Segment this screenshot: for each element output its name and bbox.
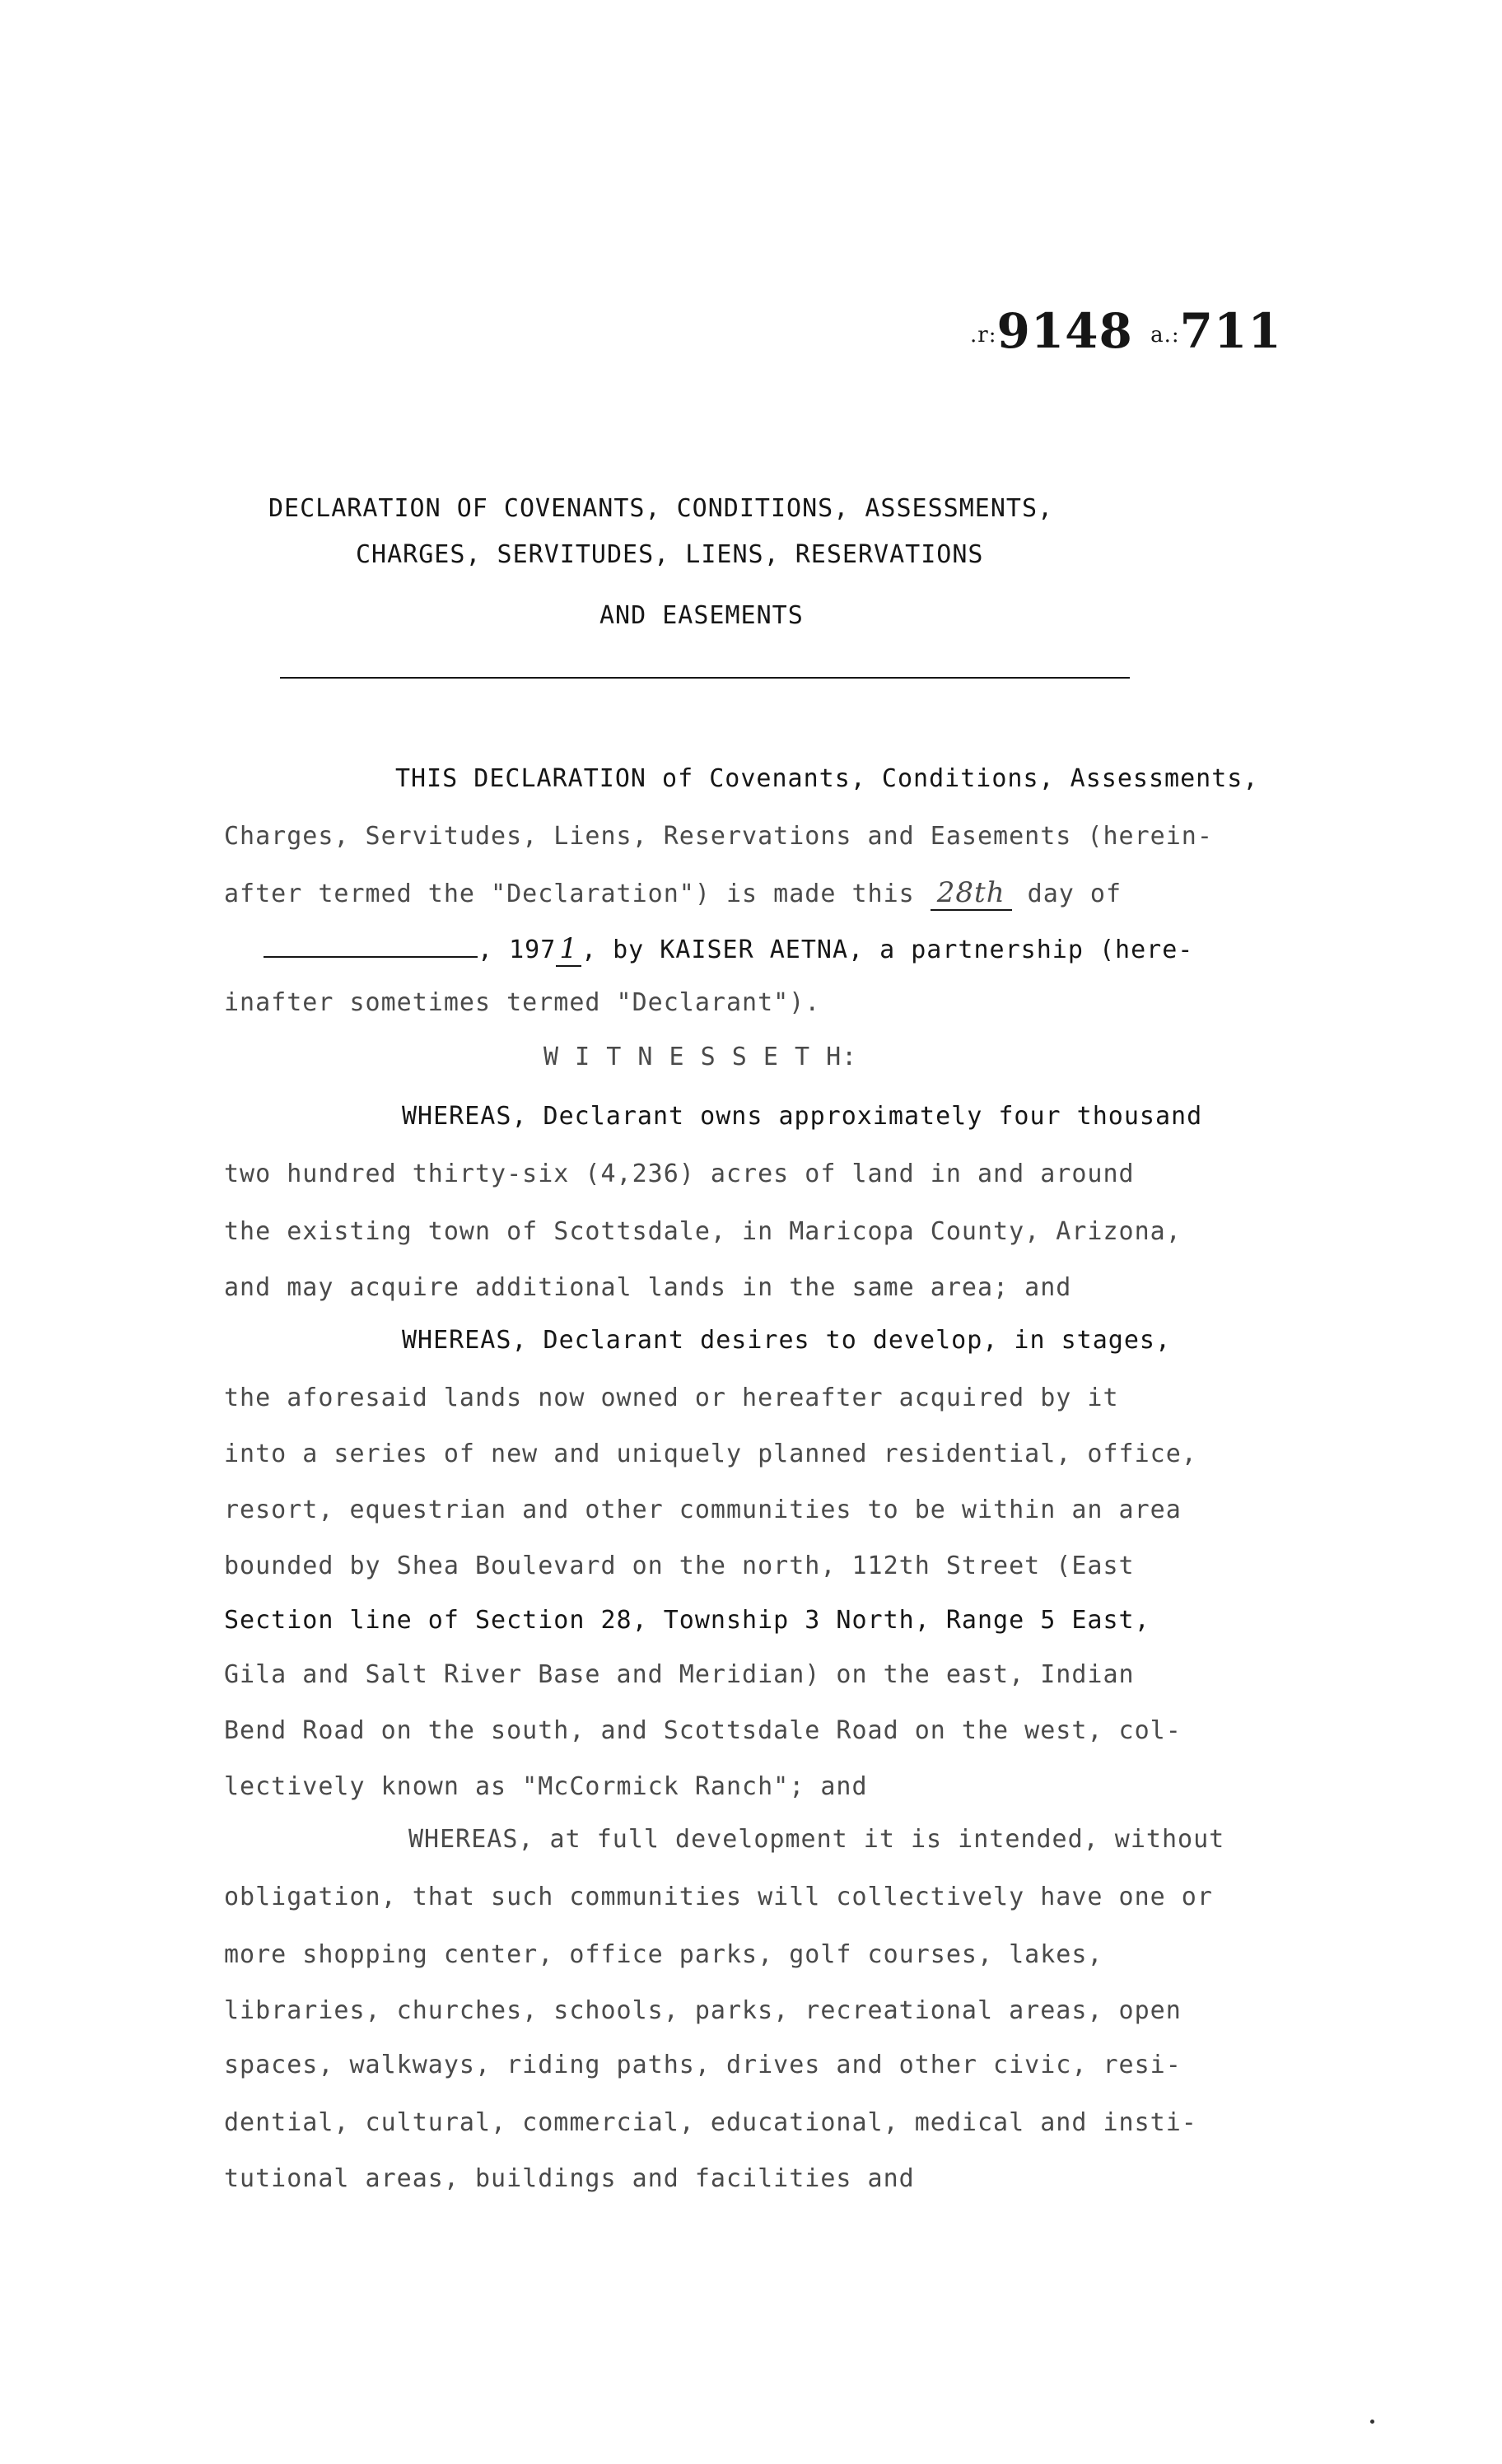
handwritten-day: 28th	[931, 876, 1012, 911]
body-line-23: libraries, churches, schools, parks, recreational areas, open	[224, 1996, 1182, 2025]
title-line-3: AND EASEMENTS	[599, 601, 804, 630]
body-line-8: two hundred thirty-six (4,236) acres of land in and around	[224, 1160, 1135, 1188]
body-line-15: bounded by Shea Boulevard on the north, 112th Street (East	[224, 1552, 1135, 1580]
body-line-3-end: day of	[1027, 880, 1122, 908]
docket-prefix: .r:	[970, 323, 997, 348]
title-underline	[280, 677, 1130, 679]
body-line-13: into a series of new and uniquely planned residential, office,	[224, 1440, 1197, 1468]
body-line-19: lectively known as "McCormick Ranch"; and	[224, 1772, 868, 1801]
body-line-7: WHEREAS, Declarant owns approximately four thousand	[402, 1102, 1203, 1131]
docket-number	[970, 303, 1282, 359]
handwritten-year: 1	[556, 932, 581, 967]
body-line-10: and may acquire additional lands in the same area; and	[224, 1273, 1072, 1302]
body-line-4	[264, 932, 1193, 967]
docket-page-number: 711	[1179, 303, 1282, 359]
scan-speck	[1370, 2420, 1374, 2424]
body-line-1: THIS DECLARATION of Covenants, Conditions, Assessments,	[395, 764, 1259, 793]
body-line-11: WHEREAS, Declarant desires to develop, in stages,	[402, 1326, 1172, 1355]
witnesseth-heading: W I T N E S S E T H:	[543, 1043, 858, 1071]
body-line-24: spaces, walkways, riding paths, drives and other civic, resi-	[224, 2051, 1182, 2079]
title-line-2: CHARGES, SERVITUDES, LIENS, RESERVATIONS	[356, 540, 984, 569]
body-line-26: tutional areas, buildings and facilities and	[224, 2164, 915, 2193]
body-line-3-text: after termed the "Declaration") is made this	[224, 880, 915, 908]
handwritten-month	[264, 956, 478, 958]
page-prefix: a.:	[1150, 323, 1180, 348]
body-line-4-text: , by KAISER AETNA, a partnership (here-	[581, 936, 1194, 964]
body-line-25: dential, cultural, commercial, educational, medical and insti-	[224, 2108, 1197, 2137]
body-line-3	[224, 876, 1122, 911]
body-line-9: the existing town of Scottsdale, in Maricopa County, Arizona,	[224, 1217, 1182, 1246]
body-line-16: Section line of Section 28, Township 3 North, Range 5 East,	[224, 1606, 1150, 1635]
body-line-22: more shopping center, office parks, golf courses, lakes,	[224, 1940, 1103, 1969]
body-line-5: inafter sometimes termed "Declarant").	[224, 988, 821, 1017]
docket-book-number: 9148	[996, 303, 1133, 359]
body-line-18: Bend Road on the south, and Scottsdale Road on the west, col-	[224, 1716, 1182, 1745]
body-line-12: the aforesaid lands now owned or hereafter acquired by it	[224, 1384, 1119, 1412]
body-line-20: WHEREAS, at full development it is intended, without	[408, 1825, 1225, 1854]
body-line-14: resort, equestrian and other communities to be within an area	[224, 1496, 1182, 1524]
body-line-2: Charges, Servitudes, Liens, Reservations and Easements (herein-	[224, 822, 1213, 851]
body-line-17: Gila and Salt River Base and Meridian) on the east, Indian	[224, 1660, 1135, 1689]
title-line-1: DECLARATION OF COVENANTS, CONDITIONS, ASSESSMENTS,	[268, 494, 1054, 523]
body-line-21: obligation, that such communities will collectively have one or	[224, 1883, 1213, 1911]
body-line-4-year-prefix: , 197	[478, 936, 557, 964]
